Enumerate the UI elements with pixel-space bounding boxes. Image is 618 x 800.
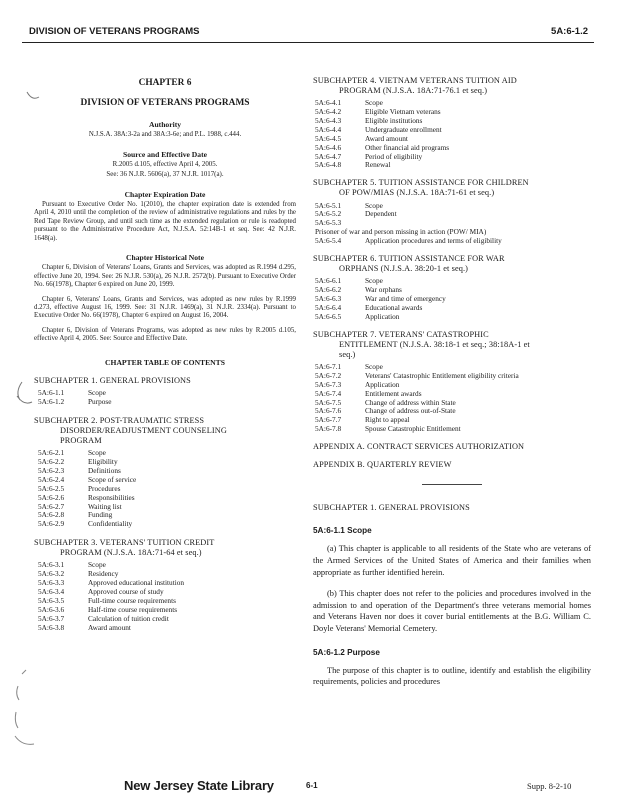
- source-line: R.2005 d.105, effective April 4, 2005.: [112, 160, 218, 168]
- toc-entry: 5A:6-7.3 Application: [315, 379, 400, 389]
- toc-list: [313, 363, 591, 434]
- toc-entry: 5A:6-4.7 Period of eligibility: [315, 151, 423, 161]
- section-heading: 5A:6-1.2 Purpose: [313, 647, 380, 657]
- chapter-number: CHAPTER 6: [138, 78, 192, 88]
- toc-entry: 5A:6-7.6 Change of address out-of-State: [315, 406, 456, 416]
- toc-entry: 5A:6-4.5 Award amount: [315, 133, 408, 143]
- footer-library-stamp: New Jersey State Library: [124, 778, 274, 793]
- toc-entry: 5A:6-3.4 Approved course of study: [38, 587, 164, 597]
- toc-list: [34, 389, 296, 407]
- toc-appendix-a: APPENDIX A. CONTRACT SERVICES AUTHORIZATION: [313, 442, 525, 452]
- toc-entry: 5A:6-3.5 Full-time course requirements: [38, 595, 176, 605]
- section-paragraph: (a) This chapter is applicable to all residents of the State who are veterans of the Armed Services of the United States of America and their families when appropriate as further identified herein.: [313, 544, 591, 577]
- toc-list: [313, 99, 591, 170]
- header-title: DIVISION OF VETERANS PROGRAMS: [29, 26, 200, 37]
- toc-entry: 5A:6-1.1 Scope: [38, 388, 106, 398]
- toc-entry: 5A:6-4.3 Eligible institutions: [315, 116, 423, 125]
- source-heading: Source and Effective Date: [122, 149, 207, 159]
- toc-entry: 5A:6-2.1 Scope: [38, 448, 106, 458]
- footer-page-number: 6-1: [306, 781, 318, 790]
- section-heading: 5A:6-1.1 Scope: [313, 526, 372, 536]
- toc-list: [313, 277, 591, 321]
- toc-entry: 5A:6-6.3 War and time of emergency: [315, 294, 446, 304]
- toc-entry: 5A:6-4.8 Renewal: [315, 160, 391, 170]
- toc-entry: 5A:6-7.5 Change of address within State: [315, 397, 456, 407]
- toc-subchapter-title: SUBCHAPTER 1. GENERAL PROVISIONS: [34, 375, 191, 385]
- toc-entry: 5A:6-7.8 Spouse Catastrophic Entitlement: [315, 424, 461, 434]
- toc-entry: 5A:6-5.2 Dependent: [315, 209, 397, 219]
- toc-entry: 5A:6-2.6 Responsibilities: [38, 492, 135, 502]
- toc-list: [313, 202, 591, 246]
- left-column: [34, 60, 296, 633]
- toc-appendix-b: APPENDIX B. QUARTERLY REVIEW: [313, 460, 452, 470]
- toc-entry: 5A:6-4.1 Scope: [315, 98, 383, 108]
- running-header: [22, 20, 594, 43]
- toc-subchapter-title: SUBCHAPTER 6. TUITION ASSISTANCE FOR WAR ORPHANS (N.J.S.A. 38:20-1 et seq.): [313, 254, 505, 274]
- toc-entry: 5A:6-7.2 Veterans' Catastrophic Entitlement eligibility criteria: [315, 370, 519, 380]
- history-heading: Chapter Historical Note: [126, 253, 204, 263]
- toc-entry: 5A:6-5.4 Application procedures and terms of eligibility: [315, 236, 502, 246]
- history-paragraph: Chapter 6, Veterans' Loans, Grants and Services, was adopted as new rules by R.1999 d.273, effective August 16, 1999. See: 31 N.J.R. 1469(a), 31 N.J.R. 2334(a). Pursuant to Executive Order No. 66(1978), Chapter 6 expired on August 16, 2004.: [34, 295, 296, 320]
- authority-text: N.J.S.A. 38A:3-2a and 38A:3-6e; and P.L. 1988, c.444.: [88, 131, 242, 139]
- toc-entry: 5A:6-2.8 Funding: [38, 510, 113, 520]
- chapter-title: DIVISION OF VETERANS PROGRAMS: [80, 98, 250, 109]
- margin-mark: [12, 666, 36, 750]
- source-line: See: 36 N.J.R. 5606(a), 37 N.J.R. 1017(a).: [106, 171, 224, 179]
- footer-supplement-date: Supp. 8-2-10: [527, 781, 572, 791]
- expiration-text: Pursuant to Executive Order No. 1(2010), the chapter expiration date is extended from April 4, 2010 until the completion of the review of administrative regulations and rules by the Red Tape Review Group, and until such time as the extended regulation or rule is readopted pursuant to the Administrative Procedure Act, N.J.S.A. 52:14B-1 et seq. See: 42 N.J.R. 1648(a).: [34, 200, 296, 242]
- toc-entry: 5A:6-3.6 Half-time course requirements: [38, 604, 178, 614]
- toc-entry: 5A:6-4.2 Eligible Vietnam veterans: [315, 107, 441, 117]
- toc-entry: 5A:6-7.1 Scope: [315, 362, 383, 372]
- toc-entry: 5A:6-3.3 Approved educational institution: [38, 578, 185, 588]
- toc-entry: 5A:6-5.1 Scope: [315, 200, 383, 210]
- toc-entry: 5A:6-2.2 Eligibility: [38, 457, 118, 467]
- toc-entry: 5A:6-7.4 Entitlement awards: [315, 388, 422, 398]
- toc-subchapter-title: SUBCHAPTER 2. POST-TRAUMATIC STRESS DISORDER/READJUSTMENT COUNSELING PROGRAM: [34, 415, 227, 446]
- toc-entry: 5A:6-6.1 Scope: [315, 276, 383, 286]
- toc-entry: 5A:6-3.7 Calculation of tuition credit: [38, 613, 169, 623]
- toc-entry: 5A:6-4.6 Other financial aid programs: [315, 142, 450, 152]
- toc-subchapter-title: SUBCHAPTER 5. TUITION ASSISTANCE FOR CHILDREN OF POW/MIAS (N.J.S.A. 18A:71-61 et seq.): [313, 178, 529, 198]
- authority-heading: Authority: [148, 119, 182, 129]
- toc-entry: 5A:6-6.5 Application: [315, 311, 400, 321]
- toc-subchapter-title: SUBCHAPTER 4. VIETNAM VETERANS TUITION AID PROGRAM (N.J.S.A. 18A:71-76.1 et seq.): [313, 76, 517, 96]
- history-paragraph: Chapter 6, Division of Veterans' Loans, Grants and Services, was adopted as R.1994 d.295, effective June 20, 1994. See: 26 N.J.R. 530(a), 26 N.J.R. 2572(b). Pursuant to Executive Order No. 66(1978), Chapter 6 expired on June 20, 1999.: [34, 264, 296, 289]
- toc-heading: CHAPTER TABLE OF CONTENTS: [105, 357, 225, 367]
- toc-entry: 5A:6-6.4 Educational awards: [315, 302, 423, 312]
- history-paragraph: Chapter 6, Division of Veterans Programs, was adopted as new rules by R.2005 d.105, effective April 4, 2005. See: Source and Effective Date.: [34, 326, 296, 343]
- header-section-number: 5A:6-1.2: [551, 26, 588, 37]
- toc-entry: 5A:6-2.9 Confidentiality: [38, 519, 133, 529]
- expiration-heading: Chapter Expiration Date: [124, 189, 206, 199]
- toc-list: [34, 449, 296, 529]
- toc-entry: 5A:6-3.8 Award amount: [38, 622, 131, 632]
- margin-mark: [14, 380, 34, 410]
- toc-entry: 5A:6-3.1 Scope: [38, 560, 106, 570]
- section-divider: [422, 484, 482, 485]
- section-paragraph: The purpose of this chapter is to outline, identify and establish the eligibility requirements, policies and procedures: [313, 665, 591, 687]
- toc-subchapter-title: SUBCHAPTER 7. VETERANS' CATASTROPHIC ENTITLEMENT (N.J.S.A. 38:18-1 et seq.; 38:18A-1 et seq.): [313, 329, 530, 359]
- toc-entry: 5A:6-2.3 Definitions: [38, 465, 121, 475]
- toc-entry: 5A:6-3.2 Residency: [38, 569, 119, 579]
- toc-entry: 5A:6-7.7 Right to appeal: [315, 415, 410, 425]
- toc-subchapter-title: SUBCHAPTER 3. VETERANS' TUITION CREDIT PROGRAM (N.J.S.A. 18A:71-64 et seq.): [34, 538, 215, 558]
- section-paragraph: (b) This chapter does not refer to the policies and procedures involved in the admission to and operation of the Department's three veterans memorial homes and Veterans Haven nor does it cover burial entitlements at the B.G. William C. Doyle Veterans' Memorial Cemetery.: [313, 589, 591, 634]
- toc-entry: 5A:6-2.5 Procedures: [38, 483, 121, 493]
- toc-entry: 5A:6-4.4 Undergraduate enrollment: [315, 124, 442, 134]
- toc-entry: 5A:6-2.4 Scope of service: [38, 474, 137, 484]
- toc-list: [34, 561, 296, 632]
- toc-entry: 5A:6-5.3Prisoner of war and person missing in action (POW/ MIA): [315, 218, 487, 237]
- subchapter-heading: SUBCHAPTER 1. GENERAL PROVISIONS: [313, 503, 470, 513]
- toc-entry: 5A:6-2.7 Waiting list: [38, 501, 122, 511]
- toc-entry: 5A:6-1.2 Purpose: [38, 396, 112, 406]
- toc-entry: 5A:6-6.2 War orphans: [315, 285, 402, 295]
- right-column: [313, 76, 591, 688]
